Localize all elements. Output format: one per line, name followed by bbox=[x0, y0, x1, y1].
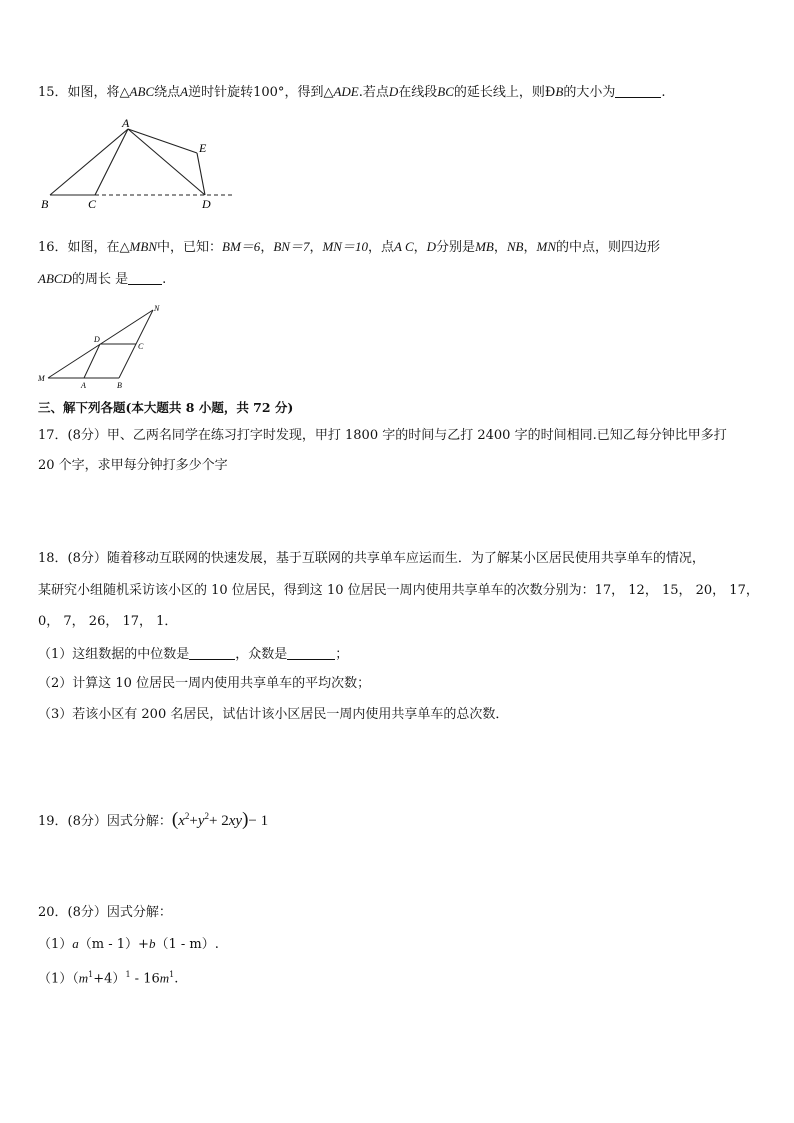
q15-label-C: C bbox=[88, 197, 97, 210]
q15-label-B: B bbox=[41, 197, 49, 210]
q20-sub-1: （1）a（m - 1）+b（1 - m）. bbox=[38, 936, 219, 952]
q15-answer-blank[interactable] bbox=[615, 83, 661, 98]
q18-line-1: 18．(8分）随着移动互联网的快速发展，基于互联网的共享单车应运而生．为了解某小区居民使用共享单车的情况， bbox=[38, 551, 705, 566]
q16-text: 16．如图，在△MBN中，已知：BM＝6，BN＝7，MN＝10，点A C，D分别是MB，NB，MN的中点，则四边形 bbox=[38, 239, 661, 255]
q18-line-2: 某研究小组随机采访该小区的 10 位居民，得到这 10 位居民一周内使用共享单车的次数分别为：17， 12， 15， 20， 17， bbox=[38, 583, 759, 598]
q16-figure bbox=[38, 300, 168, 390]
q18-line-3: 0， 7， 26， 17， 1． bbox=[38, 614, 178, 629]
q18-sub-3: （3）若该小区有 200 名居民，试估计该小区居民一周内使用共享单车的总次数． bbox=[38, 707, 509, 722]
q18-median-blank[interactable] bbox=[189, 645, 235, 660]
q16-answer-blank[interactable] bbox=[128, 270, 162, 285]
q15-label-D: D bbox=[202, 197, 211, 210]
q15-label-E: E bbox=[199, 141, 207, 155]
q18-mode-blank[interactable] bbox=[287, 645, 335, 660]
q16-text-2: ABCD的周长 是 . bbox=[38, 271, 167, 287]
q16-label-A: A bbox=[81, 381, 86, 390]
q16-label-N: N bbox=[154, 304, 160, 313]
q15-figure bbox=[38, 118, 238, 210]
q18-sub-1: （1）这组数据的中位数是 ，众数是 ； bbox=[38, 647, 349, 662]
section-3-heading: 三、解下列各题(本大题共 8 小题，共 72 分) bbox=[38, 400, 294, 415]
q19-expression: $(x^2+y^2+ 2xy)- 1$ bbox=[171, 809, 269, 830]
q16-label-D: D bbox=[94, 335, 100, 344]
q18-sub-2: （2）计算这 10 位居民一周内使用共享单车的平均次数； bbox=[38, 676, 371, 691]
q20-sub-2: $(1)(m^1+4)^1 - 16m^1$. bbox=[38, 970, 179, 987]
q15-label-A: A bbox=[122, 118, 130, 130]
q16-label-C: C bbox=[138, 342, 144, 351]
q17-line-1: 17．(8分）甲、乙两名同学在练习打字时发现，甲打 1800 字的时间与乙打 2400 字的时间相同.已知乙每分钟比甲多打 bbox=[38, 428, 727, 443]
q16-label-M: M bbox=[38, 374, 45, 383]
q20-label: 20．(8分）因式分解： bbox=[38, 905, 172, 920]
q16-label-B: B bbox=[117, 381, 122, 390]
q17-line-2: 20 个字，求甲每分钟打多少个字 bbox=[38, 458, 228, 473]
q19-line: 19．(8分）因式分解：$(x^2+y^2+ 2xy)- 1$ bbox=[38, 809, 269, 830]
q15-text: 15．如图，将△ABC绕点A逆时针旋转100°，得到△ADE.若点D在线段BC的延长线上，则ÐB的大小为 . bbox=[38, 84, 666, 100]
